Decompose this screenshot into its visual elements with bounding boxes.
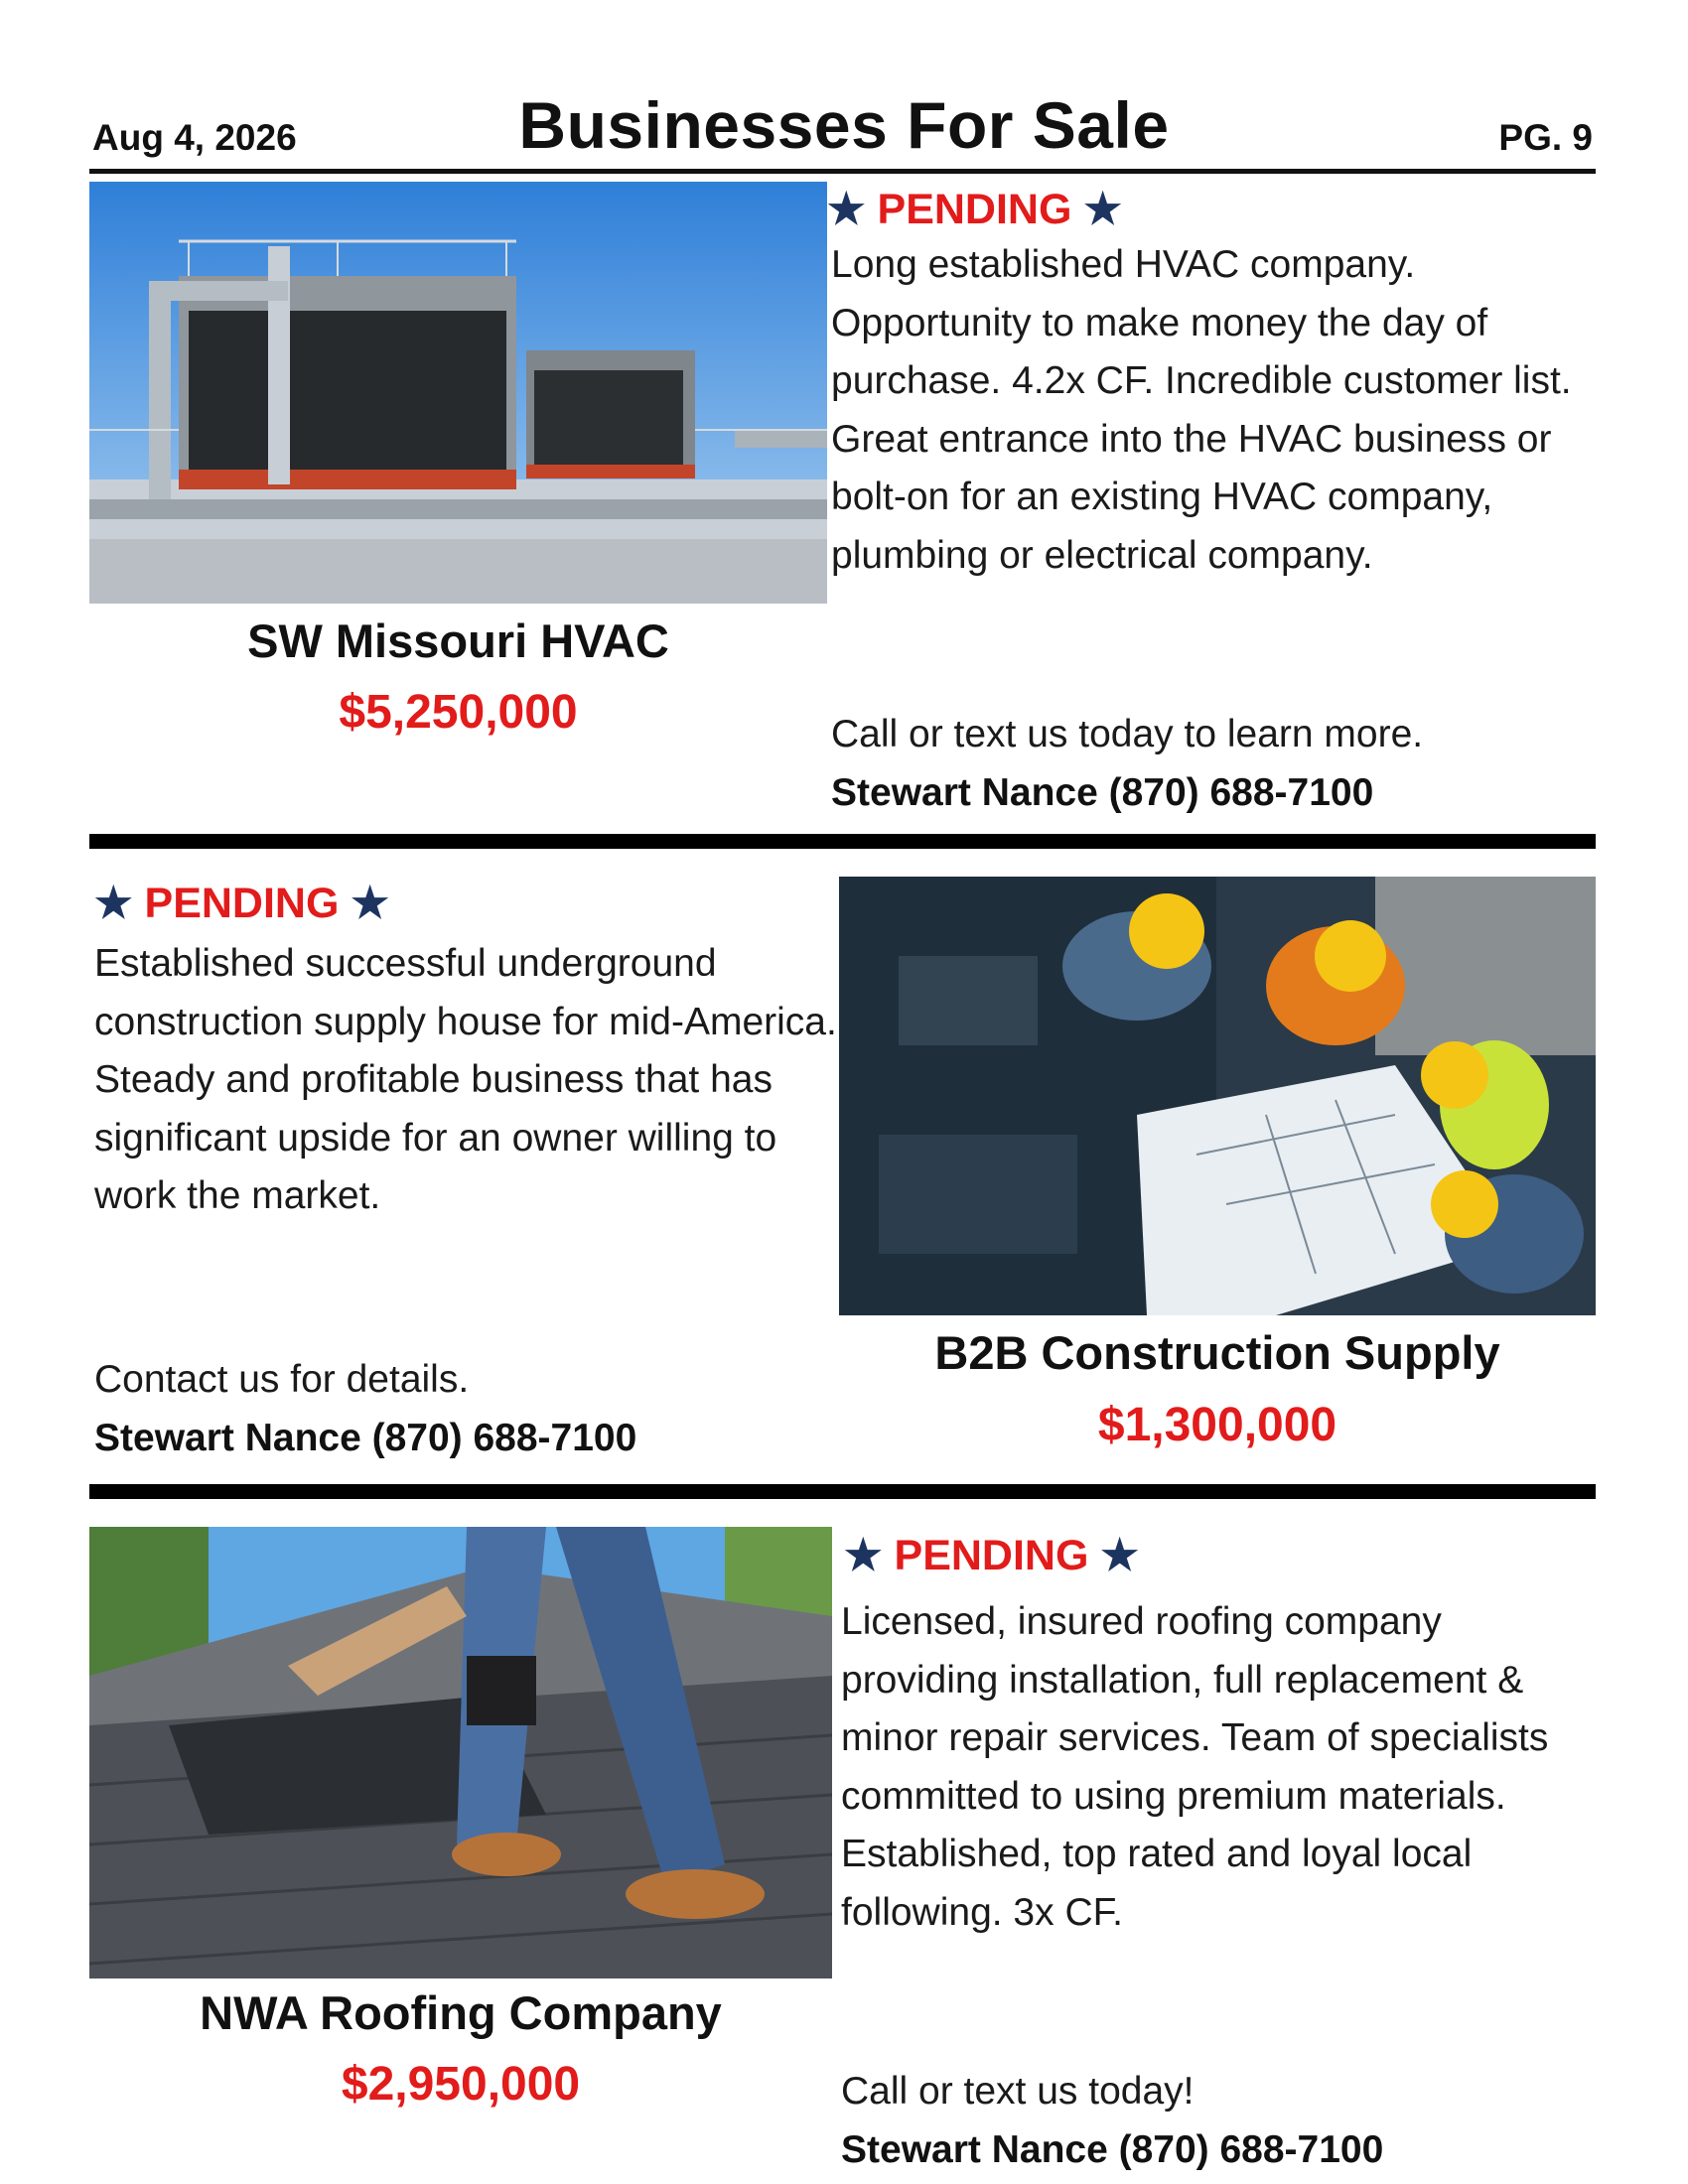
listing-title: SW Missouri HVAC [247, 614, 669, 667]
call-to-action: Call or text us today to learn more. [831, 713, 1424, 755]
contact-info: Stewart Nance (870) 688-7100 [831, 771, 1374, 814]
section-divider [89, 1484, 1596, 1499]
star-icon: ★ [1100, 1532, 1139, 1579]
section-divider [89, 834, 1596, 849]
status-label: PENDING [894, 1532, 1089, 1579]
listing-price: $1,300,000 [1097, 1399, 1337, 1451]
listing-description: Licensed, insured roofing company providing installation, full replacement & minor repair services. Team of specialists committed to using premium materials. Established, top rated and loyal local following. 3x CF. [841, 1600, 1549, 1934]
call-to-action: Call or text us today! [841, 2070, 1195, 2113]
page-title: Businesses For Sale [518, 88, 1170, 162]
construction-workers-blueprints-photo [839, 877, 1596, 1315]
listing-price: $5,250,000 [339, 686, 578, 739]
call-to-action: Contact us for details. [94, 1358, 470, 1401]
pending-badge [844, 1530, 1139, 1581]
listing-title: B2B Construction Supply [934, 1326, 1500, 1379]
issue-date: Aug 4, 2026 [92, 117, 297, 158]
status-label: PENDING [144, 880, 340, 927]
pending-badge [827, 184, 1122, 235]
listing-title: NWA Roofing Company [200, 1986, 722, 2039]
status-label: PENDING [877, 186, 1072, 233]
roofer-nailing-shingles-photo [89, 1527, 832, 1979]
star-icon: ★ [1083, 186, 1122, 233]
star-icon: ★ [844, 1532, 883, 1579]
listing-price: $2,950,000 [341, 2058, 581, 2111]
listing-description: Established successful underground construction supply house for mid-America. Steady and profitable business that has significant upside for an owner willing to work the market. [94, 942, 837, 1217]
hvac-cooling-towers-photo [89, 182, 827, 604]
contact-info: Stewart Nance (870) 688-7100 [841, 2128, 1384, 2171]
contact-info: Stewart Nance (870) 688-7100 [94, 1417, 637, 1459]
pending-badge [94, 878, 389, 929]
header-divider [89, 169, 1596, 174]
star-icon: ★ [827, 186, 866, 233]
star-icon: ★ [351, 880, 389, 927]
page-number: PG. 9 [1498, 117, 1593, 158]
star-icon: ★ [94, 880, 133, 927]
listing-description: Long established HVAC company. Opportunity to make money the day of purchase. 4.2x CF. Incredible customer list. Great entrance into the HVAC business or bolt-on for an existing HVAC company, plumbing or electrical company. [831, 243, 1572, 577]
